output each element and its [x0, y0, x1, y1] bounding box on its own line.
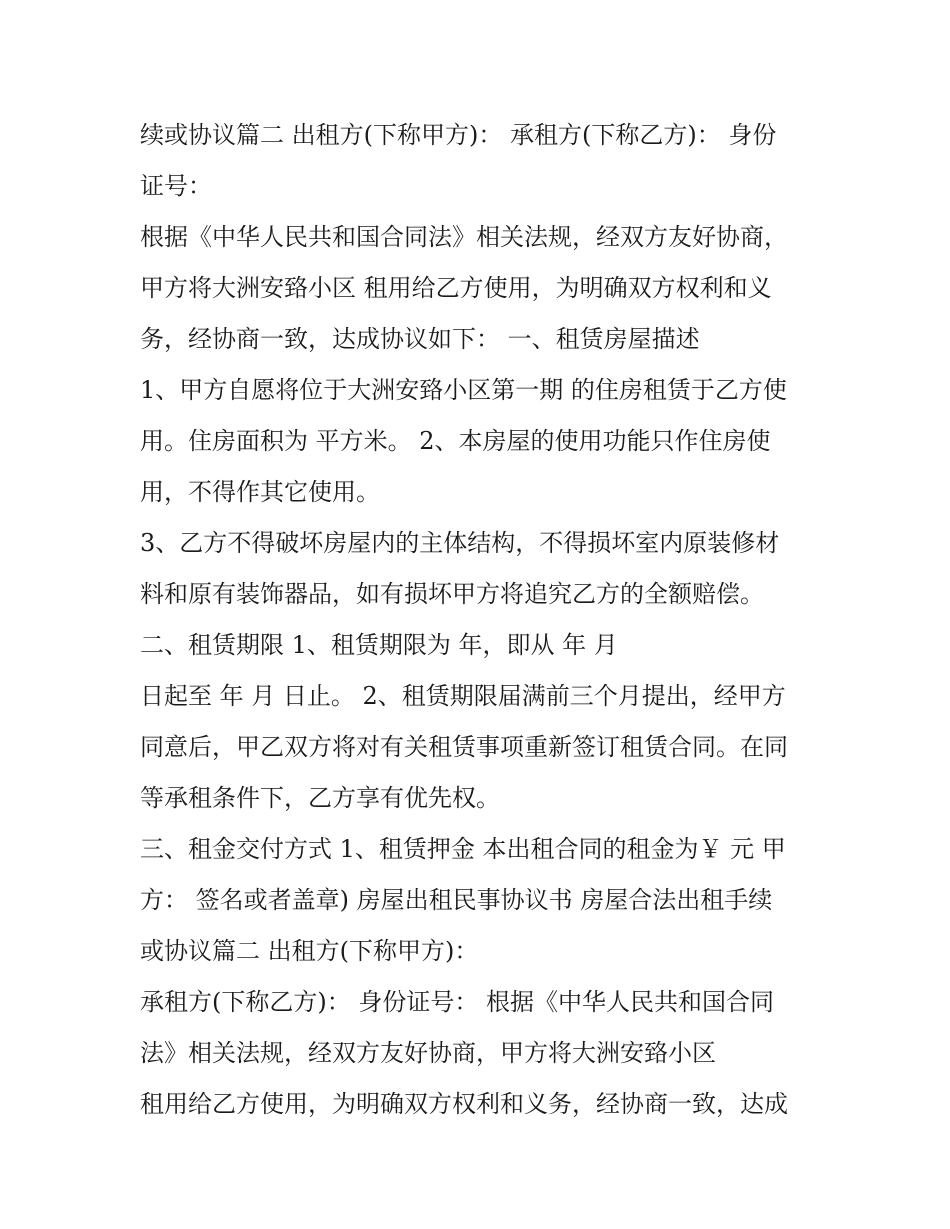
text-line-7: 用。住房面积为 平方米。 2、本房屋的使用功能只作住房使 — [140, 427, 771, 455]
text-line-13: 同意后，甲乙双方将对有关租赁事项重新签订租赁合同。在同 — [140, 733, 788, 761]
text-line-6: 1、甲方自愿将位于大洲安臵小区第一期 的住房租赁于乙方使 — [140, 376, 787, 404]
text-line-8: 用，不得作其它使用。 — [140, 478, 380, 506]
text-line-19: 法》相关法规，经双方友好协商，甲方将大洲安臵小区 — [140, 1039, 716, 1067]
text-line-5: 务，经协商一致，达成协议如下： 一、租赁房屋描述 — [140, 325, 700, 353]
text-line-14: 等承租条件下，乙方享有优先权。 — [140, 784, 500, 812]
text-line-15: 三、租金交付方式 1、租赁押金 本出租合同的租金为￥ 元 甲 — [140, 835, 786, 863]
text-line-4: 甲方将大洲安臵小区 租用给乙方使用，为明确双方权利和义 — [140, 274, 772, 302]
text-line-3: 根据《中华人民共和国合同法》相关法规，经双方友好协商， — [140, 223, 788, 251]
document-body — [140, 110, 820, 1130]
text-line-16: 方： 签名或者盖章) 房屋出租民事协议书 房屋合法出租手续 — [140, 886, 773, 914]
text-line-18: 承租方(下称乙方)： 身份证号： 根据《中华人民共和国合同 — [140, 988, 774, 1016]
text-line-20: 租用给乙方使用，为明确双方权利和义务，经协商一致，达成 — [140, 1090, 788, 1118]
text-line-12: 日起至 年 月 日止。 2、租赁期限届满前三个月提出，经甲方 — [140, 682, 786, 710]
text-line-10: 料和原有装饰器品，如有损坏甲方将追究乙方的全额赔偿。 — [140, 580, 764, 608]
text-line-11: 二、租赁期限 1、租赁期限为 年，即从 年 月 — [140, 631, 618, 659]
text-line-9: 3、乙方不得破坏房屋内的主体结构，不得损坏室内原装修材 — [140, 529, 780, 557]
text-line-2: 证号： — [140, 172, 212, 200]
text-line-1: 续或协议篇二 出租方(下称甲方)： 承租方(下称乙方)： 身份 — [140, 121, 777, 149]
text-line-17: 或协议篇二 出租方(下称甲方)： — [140, 937, 479, 965]
